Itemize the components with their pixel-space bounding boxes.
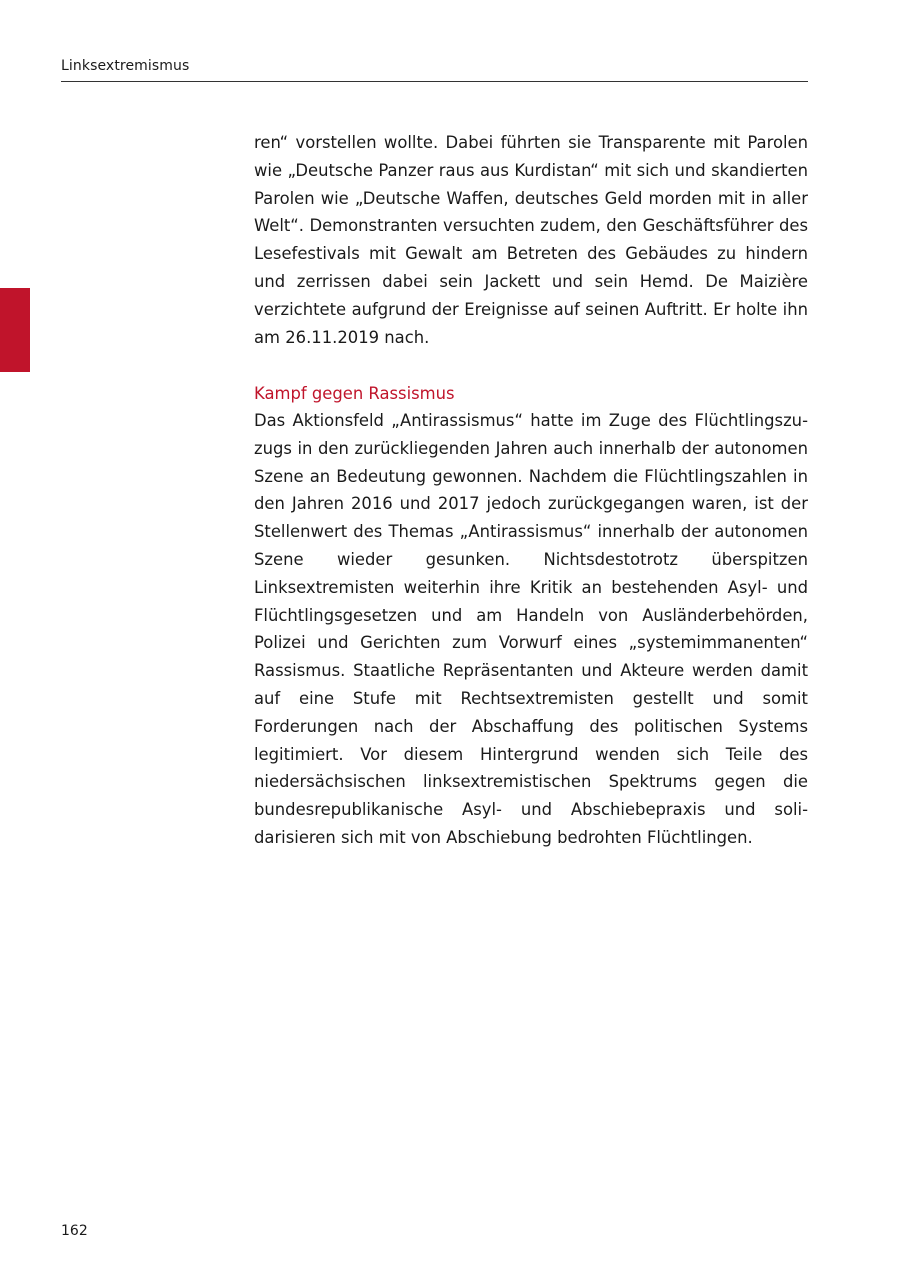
body-paragraph: Das Aktionsfeld „Antirassismus“ hatte im Zuge des Flüchtlingszuzugs in den zurückliegenden Jahren auch innerhalb der autonomen Szene an Bedeutung gewonnen. Nachdem die Flüchtlingszahlen in den Jahren 2016 und 2017 jedoch zurückgegangen waren, ist der Stellenwert des Themas „Antirassismus“ innerhalb der autonomen Szene wieder gesunken. Nichtsdestotrotz überspitzen Linksextremisten weiterhin ihre Kritik an bestehenden Asyl- und Flüchtlingsgesetzen und am Handeln von Ausländerbehörden, Polizei und Gerichten zum Vorwurf eines „systemimmanenten“ Rassismus. Staatliche Repräsentanten und Akteure werden damit auf eine Stufe mit Rechtsextremisten gestellt und somit Forderungen nach der Abschaffung des politischen Systems legitimiert. Vor diesem Hintergrund wenden sich Teile des niedersächsischen linksextremistischen Spektrums gegen die bundesrepublikanische Asyl- und Abschiebepraxis und solidarisieren sich mit von Abschiebung bedrohten Flüchtlingen. — [254, 411, 808, 847]
running-header-title: Linksextremismus — [61, 58, 190, 74]
header-divider — [61, 81, 808, 82]
body-paragraph: ren“ vorstellen wollte. Dabei führten sie Transparente mit Parolen wie „Deutsche Panzer raus aus Kurdistan“ mit sich und skandierten Parolen wie „Deutsche Waffen, deutsches Geld morden mit in aller Welt“. Demonstranten versuchten zudem, den Geschäftsführer des Lesefestivals mit Gewalt am Betreten des Gebäudes zu hindern und zerrissen dabei sein Jackett und sein Hemd. De Maizière verzichtete aufgrund der Ereignisse auf seinen Auftritt. Er holte ihn am 26.11.2019 nach. — [254, 133, 808, 347]
section-heading: Kampf gegen Rassismus — [254, 384, 455, 403]
chapter-marker-tab — [0, 288, 30, 372]
page-number: 162 — [61, 1223, 88, 1239]
